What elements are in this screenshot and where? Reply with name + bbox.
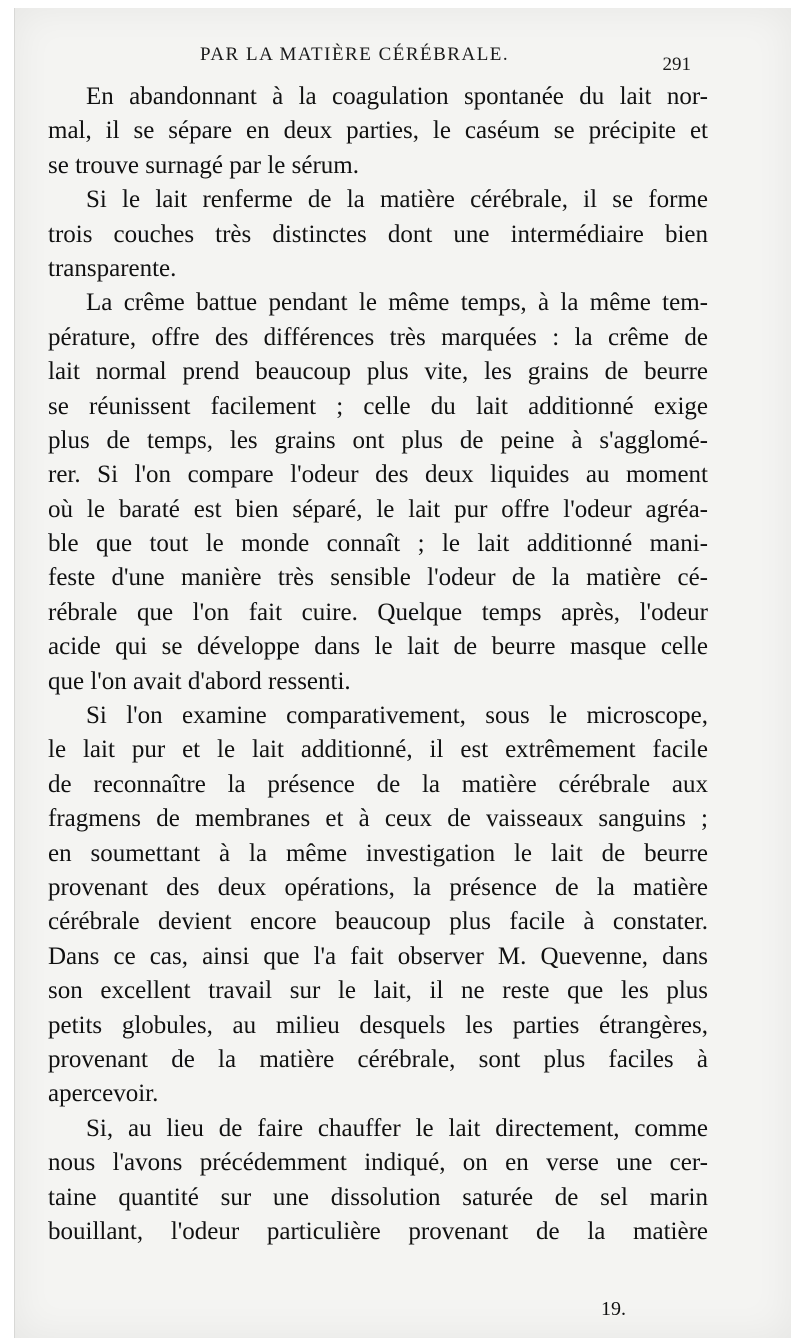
running-title: PAR LA MATIÈRE CÉRÉBRALE. (200, 44, 510, 65)
text-line: cérébrale devient encore beaucoup plus facile à constater. (48, 908, 708, 936)
text-line: mal, il se sépare en deux parties, le caséum se précipite et (48, 117, 708, 145)
paragraph (48, 183, 708, 286)
text-line: plus de temps, les grains ont plus de peine à s'agglomé- (48, 426, 708, 454)
body-text (48, 80, 708, 1249)
text-line: où le baraté est bien séparé, le lait pur offre l'odeur agréa- (48, 495, 708, 523)
paragraph (48, 80, 708, 183)
text-line: nous l'avons précédemment indiqué, on en verse une cer- (48, 1149, 708, 1177)
text-line: taine quantité sur une dissolution saturée de sel marin (48, 1183, 708, 1211)
text-line: provenant de la matière cérébrale, sont plus faciles à (48, 1045, 708, 1073)
text-line: Si l'on examine comparativement, sous le microscope, (86, 702, 708, 730)
text-line: acide qui se développe dans le lait de beurre masque celle (48, 633, 708, 661)
text-line: En abandonnant à la coagulation spontanée du lait nor- (86, 83, 708, 110)
text-line: ble que tout le monde connaît ; le lait additionné mani- (48, 530, 708, 558)
text-line: Dans ce cas, ainsi que l'a fait observer M. Quevenne, dans (48, 942, 708, 970)
text-line: se trouve surnagé par le sérum. (48, 151, 359, 179)
text-line: Si, au lieu de faire chauffer le lait directement, comme (86, 1114, 708, 1142)
text-line: feste d'une manière très sensible l'odeur de la matière cé- (48, 564, 708, 592)
text-line: en soumettant à la même investigation le lait de beurre (48, 839, 708, 867)
paragraph (48, 1112, 708, 1250)
text-line: provenant des deux opérations, la présence de la matière (48, 873, 708, 901)
text-line: transparente. (48, 254, 177, 282)
text-line: pérature, offre des différences très marquées : la crême de (48, 323, 708, 351)
text-line: trois couches très distinctes dont une intermédiaire bien (48, 220, 708, 248)
signature-mark: 19. (601, 1298, 626, 1320)
text-line: La crême battue pendant le même temps, à la même tem- (86, 289, 708, 317)
text-line: que l'on avait d'abord ressenti. (48, 667, 351, 695)
text-line: lait normal prend beaucoup plus vite, les grains de beurre (48, 358, 708, 386)
text-line: apercevoir. (48, 1080, 159, 1108)
paragraph (48, 286, 708, 699)
text-line: son excellent travail sur le lait, il ne reste que les plus (48, 977, 708, 1005)
text-line: se réunissent facilement ; celle du lait additionné exige (48, 392, 708, 420)
text-line: petits globules, au milieu desquels les parties étrangères, (48, 1011, 708, 1039)
paragraph (48, 699, 708, 1112)
text-line: bouillant, l'odeur particulière provenant de la matière (48, 1217, 708, 1245)
page-number: 291 (662, 54, 691, 75)
text-line: fragmens de membranes et à ceux de vaisseaux sanguins ; (48, 805, 708, 833)
text-line: Si le lait renferme de la matière cérébrale, il se forme (86, 186, 708, 214)
text-line: de reconnaître la présence de la matière cérébrale aux (48, 770, 708, 798)
text-line: rer. Si l'on compare l'odeur des deux liquides au moment (48, 461, 708, 489)
text-line: rébrale que l'on fait cuire. Quelque temps après, l'odeur (48, 598, 708, 626)
book-page (14, 8, 791, 1338)
text-line: le lait pur et le lait additionné, il est extrêmement facile (48, 736, 708, 764)
